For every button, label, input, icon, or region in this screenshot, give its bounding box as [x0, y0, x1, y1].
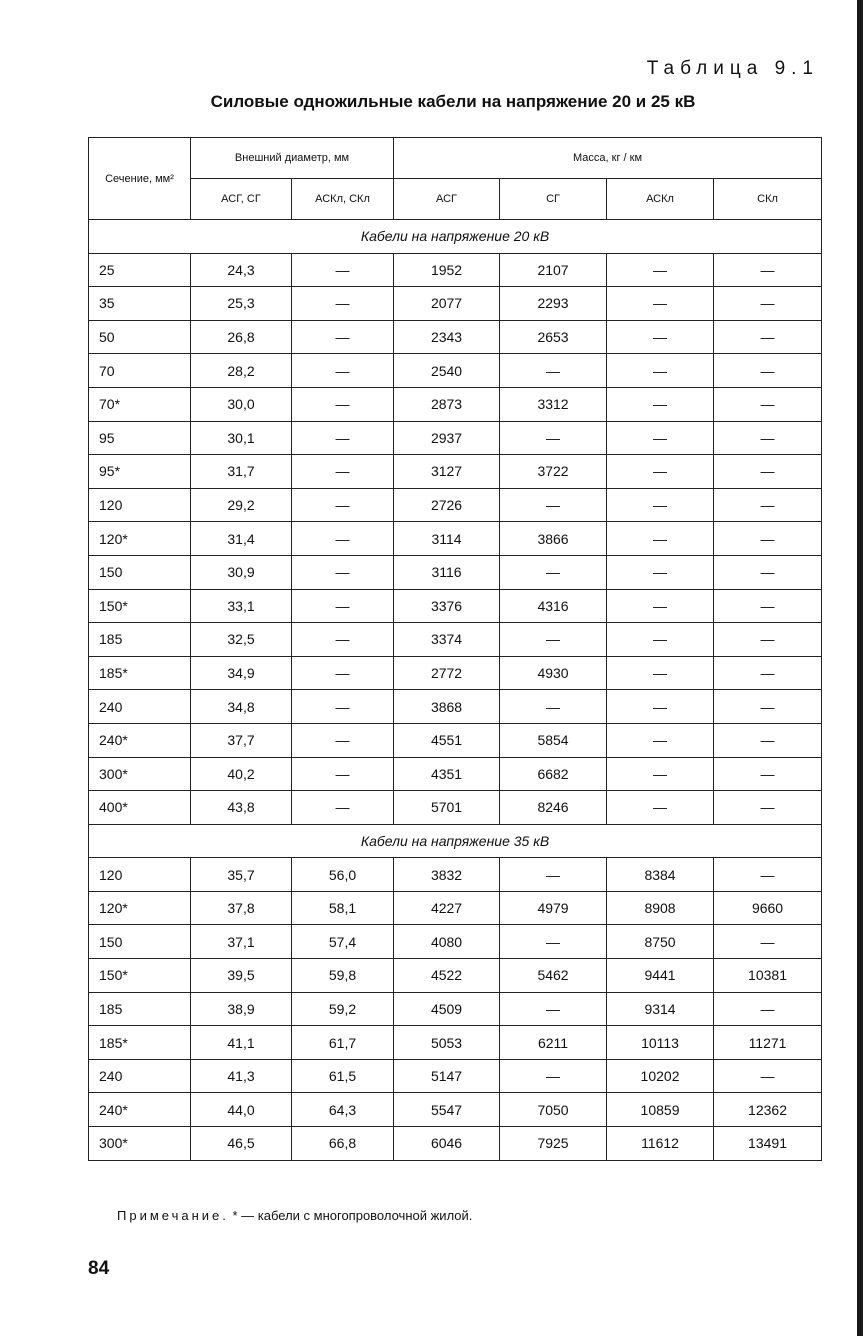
table-cell: 400* — [89, 791, 191, 825]
table-cell: — — [714, 858, 822, 892]
table-cell: — — [292, 589, 394, 623]
table-row — [89, 992, 822, 1026]
table-cell: — — [714, 589, 822, 623]
table-cell: 11271 — [714, 1026, 822, 1060]
section-header-row — [89, 824, 822, 858]
table-cell: — — [292, 656, 394, 690]
table-cell: 41,1 — [191, 1026, 292, 1060]
table-cell: 4522 — [394, 959, 500, 993]
table-cell: 34,9 — [191, 656, 292, 690]
table-row — [89, 925, 822, 959]
table-cell: 2772 — [394, 656, 500, 690]
section-title: Кабели на напряжение 20 кВ — [89, 220, 822, 254]
table-cell: 185 — [89, 992, 191, 1026]
table-cell: 3116 — [394, 555, 500, 589]
table-cell: — — [607, 791, 714, 825]
table-cell: 38,9 — [191, 992, 292, 1026]
table-cell: — — [607, 623, 714, 657]
table-cell: 8384 — [607, 858, 714, 892]
table-cell: — — [292, 723, 394, 757]
table-cell: 59,2 — [292, 992, 394, 1026]
table-cell: 5854 — [500, 723, 607, 757]
header-mass-askl: АСКл — [607, 179, 714, 220]
table-cell: — — [714, 253, 822, 287]
table-cell: 58,1 — [292, 891, 394, 925]
table-row — [89, 690, 822, 724]
table-cell: 185 — [89, 623, 191, 657]
table-cell: — — [500, 354, 607, 388]
table-cell: — — [292, 791, 394, 825]
table-cell: 4080 — [394, 925, 500, 959]
table-cell: — — [714, 387, 822, 421]
header-diam-askl-skl: АСКл, СКл — [292, 179, 394, 220]
table-cell: — — [500, 1059, 607, 1093]
table-row — [89, 959, 822, 993]
table-cell: — — [714, 1059, 822, 1093]
table-row — [89, 1059, 822, 1093]
table-cell: 3868 — [394, 690, 500, 724]
table-cell: — — [607, 320, 714, 354]
table-cell: 2540 — [394, 354, 500, 388]
table-row — [89, 891, 822, 925]
header-mass-sg: СГ — [500, 179, 607, 220]
table-cell: 120* — [89, 522, 191, 556]
table-cell: — — [500, 421, 607, 455]
table-cell: — — [292, 387, 394, 421]
table-cell: — — [714, 287, 822, 321]
table-cell: 95 — [89, 421, 191, 455]
table-cell: 34,8 — [191, 690, 292, 724]
table-row — [89, 555, 822, 589]
table-cell: — — [607, 354, 714, 388]
table-cell: — — [292, 522, 394, 556]
table-cell: 3832 — [394, 858, 500, 892]
note-label: Примечание. — [117, 1208, 229, 1223]
table-cell: 33,1 — [191, 589, 292, 623]
table-cell: 1952 — [394, 253, 500, 287]
table-row — [89, 858, 822, 892]
table-cell: 2107 — [500, 253, 607, 287]
table-cell: — — [607, 757, 714, 791]
table-cell: 8750 — [607, 925, 714, 959]
table-cell: 64,3 — [292, 1093, 394, 1127]
table-cell: 70* — [89, 387, 191, 421]
table-cell: 4227 — [394, 891, 500, 925]
table-cell: 240 — [89, 1059, 191, 1093]
table-cell: 43,8 — [191, 791, 292, 825]
header-mass-asg: АСГ — [394, 179, 500, 220]
table-cell: 61,7 — [292, 1026, 394, 1060]
table-cell: 26,8 — [191, 320, 292, 354]
table-cell: — — [607, 253, 714, 287]
table-cell: 29,2 — [191, 488, 292, 522]
table-cell: 35,7 — [191, 858, 292, 892]
table-cell: 25 — [89, 253, 191, 287]
table-cell: 35 — [89, 287, 191, 321]
table-cell: — — [714, 354, 822, 388]
table-cell: 2343 — [394, 320, 500, 354]
table-cell: 5147 — [394, 1059, 500, 1093]
table-cell: 31,4 — [191, 522, 292, 556]
page-number: 84 — [88, 1258, 110, 1279]
note-text: * — кабели с многопроволочной жилой. — [232, 1208, 473, 1223]
table-row — [89, 656, 822, 690]
table-cell: — — [714, 455, 822, 489]
header-diameter: Внешний диаметр, мм — [191, 138, 394, 179]
table-cell: 6682 — [500, 757, 607, 791]
table-cell: — — [292, 757, 394, 791]
table-cell: 50 — [89, 320, 191, 354]
header-section: Сечение, мм² — [89, 138, 191, 220]
table-cell: 40,2 — [191, 757, 292, 791]
table-cell: 31,7 — [191, 455, 292, 489]
table-cell: 240* — [89, 723, 191, 757]
table-cell: — — [292, 253, 394, 287]
table-cell: — — [500, 992, 607, 1026]
table-row — [89, 1127, 822, 1161]
table-cell: 7925 — [500, 1127, 607, 1161]
table-cell: — — [500, 488, 607, 522]
section-title: Кабели на напряжение 35 кВ — [89, 824, 822, 858]
table-cell: 3114 — [394, 522, 500, 556]
table-cell: 30,9 — [191, 555, 292, 589]
header-diam-asg-sg: АСГ, СГ — [191, 179, 292, 220]
table-cell: 6211 — [500, 1026, 607, 1060]
table-cell: 2077 — [394, 287, 500, 321]
table-cell: — — [292, 455, 394, 489]
table-cell: 300* — [89, 757, 191, 791]
table-cell: 66,8 — [292, 1127, 394, 1161]
table-cell: 120 — [89, 488, 191, 522]
table-row — [89, 757, 822, 791]
table-cell: 5701 — [394, 791, 500, 825]
table-cell: 9660 — [714, 891, 822, 925]
table-cell: 240 — [89, 690, 191, 724]
table-row — [89, 287, 822, 321]
table-cell: 2726 — [394, 488, 500, 522]
table-cell: 4979 — [500, 891, 607, 925]
table-cell: 10381 — [714, 959, 822, 993]
table-cell: 41,3 — [191, 1059, 292, 1093]
table-cell: 24,3 — [191, 253, 292, 287]
table-cell: — — [607, 690, 714, 724]
table-row — [89, 522, 822, 556]
table-cell: 2293 — [500, 287, 607, 321]
table-cell: 59,8 — [292, 959, 394, 993]
table-cell: 120* — [89, 891, 191, 925]
table-cell: — — [607, 455, 714, 489]
table-row — [89, 1093, 822, 1127]
table-cell: 3127 — [394, 455, 500, 489]
table-cell: — — [714, 421, 822, 455]
cable-table — [88, 137, 822, 1161]
table-cell: — — [607, 656, 714, 690]
table-cell: 10113 — [607, 1026, 714, 1060]
table-cell: 8246 — [500, 791, 607, 825]
table-cell: — — [292, 555, 394, 589]
table-cell: — — [500, 623, 607, 657]
table-row — [89, 320, 822, 354]
table-cell: — — [500, 690, 607, 724]
table-row — [89, 623, 822, 657]
table-cell: 10202 — [607, 1059, 714, 1093]
table-cell: 185* — [89, 1026, 191, 1060]
table-cell: 11612 — [607, 1127, 714, 1161]
table-cell: — — [714, 555, 822, 589]
table-cell: 12362 — [714, 1093, 822, 1127]
table-cell: 150 — [89, 925, 191, 959]
table-cell: — — [500, 555, 607, 589]
table-cell: — — [607, 555, 714, 589]
table-cell: 240* — [89, 1093, 191, 1127]
table-cell: 46,5 — [191, 1127, 292, 1161]
page-edge — [857, 0, 863, 1336]
table-cell: — — [292, 690, 394, 724]
table-cell: — — [714, 522, 822, 556]
table-row — [89, 354, 822, 388]
table-cell: — — [500, 858, 607, 892]
table-cell: 8908 — [607, 891, 714, 925]
header-mass-skl: СКл — [714, 179, 822, 220]
table-cell: 150* — [89, 959, 191, 993]
table-cell: 5547 — [394, 1093, 500, 1127]
table-cell: — — [714, 791, 822, 825]
table-cell: 61,5 — [292, 1059, 394, 1093]
table-cell: 9441 — [607, 959, 714, 993]
table-cell: 3866 — [500, 522, 607, 556]
header-mass: Масса, кг / км — [394, 138, 822, 179]
table-cell: 7050 — [500, 1093, 607, 1127]
table-cell: 2873 — [394, 387, 500, 421]
table-cell: 4509 — [394, 992, 500, 1026]
table-cell: 5462 — [500, 959, 607, 993]
table-cell: 300* — [89, 1127, 191, 1161]
table-cell: — — [714, 690, 822, 724]
table-row — [89, 421, 822, 455]
table-cell: — — [607, 387, 714, 421]
table-cell: 3374 — [394, 623, 500, 657]
table-note — [117, 1208, 472, 1223]
table-cell: 4316 — [500, 589, 607, 623]
table-cell: 2937 — [394, 421, 500, 455]
table-label: Таблица 9.1 — [646, 58, 819, 79]
table-cell: 30,0 — [191, 387, 292, 421]
table-cell: — — [292, 623, 394, 657]
table-cell: — — [607, 723, 714, 757]
table-cell: 95* — [89, 455, 191, 489]
table-cell: 185* — [89, 656, 191, 690]
table-title: Силовые одножильные кабели на напряжение 20 и 25 кВ — [210, 92, 696, 111]
table-cell: 30,1 — [191, 421, 292, 455]
table-cell: — — [607, 522, 714, 556]
table-cell: 3312 — [500, 387, 607, 421]
table-cell: — — [714, 723, 822, 757]
table-cell: — — [714, 623, 822, 657]
table-cell: 32,5 — [191, 623, 292, 657]
table-cell: — — [292, 421, 394, 455]
table-cell: — — [292, 287, 394, 321]
table-row — [89, 455, 822, 489]
table-cell: 44,0 — [191, 1093, 292, 1127]
table-cell: 39,5 — [191, 959, 292, 993]
table-cell: — — [292, 354, 394, 388]
table-cell: 9314 — [607, 992, 714, 1026]
table-cell: 4551 — [394, 723, 500, 757]
table-cell: — — [292, 488, 394, 522]
table-cell: 150 — [89, 555, 191, 589]
table-row — [89, 589, 822, 623]
table-cell: 70 — [89, 354, 191, 388]
section-header-row — [89, 220, 822, 254]
table-cell: 6046 — [394, 1127, 500, 1161]
table-body — [89, 220, 822, 1161]
table-cell: 4930 — [500, 656, 607, 690]
table-row — [89, 791, 822, 825]
table-cell: — — [714, 656, 822, 690]
table-cell: — — [714, 320, 822, 354]
table-cell: 57,4 — [292, 925, 394, 959]
table-cell: — — [607, 287, 714, 321]
table-cell: 5053 — [394, 1026, 500, 1060]
table-cell: 28,2 — [191, 354, 292, 388]
table-row — [89, 1026, 822, 1060]
table-cell: 150* — [89, 589, 191, 623]
table-row — [89, 488, 822, 522]
table-cell: — — [714, 925, 822, 959]
table-cell: — — [607, 589, 714, 623]
table-cell: — — [714, 992, 822, 1026]
table-cell: 3376 — [394, 589, 500, 623]
table-cell: 10859 — [607, 1093, 714, 1127]
table-cell: — — [500, 925, 607, 959]
table-cell: 3722 — [500, 455, 607, 489]
table-cell: 56,0 — [292, 858, 394, 892]
table-cell: 37,7 — [191, 723, 292, 757]
table-cell: — — [714, 757, 822, 791]
table-row — [89, 723, 822, 757]
table-cell: — — [607, 421, 714, 455]
table-cell: 4351 — [394, 757, 500, 791]
table-row — [89, 253, 822, 287]
table-cell: 25,3 — [191, 287, 292, 321]
table-row — [89, 387, 822, 421]
table-cell: 2653 — [500, 320, 607, 354]
table-cell: 13491 — [714, 1127, 822, 1161]
table-cell: 120 — [89, 858, 191, 892]
table-cell: 37,8 — [191, 891, 292, 925]
table-cell: 37,1 — [191, 925, 292, 959]
table-cell: — — [607, 488, 714, 522]
table-cell: — — [714, 488, 822, 522]
table-cell: — — [292, 320, 394, 354]
